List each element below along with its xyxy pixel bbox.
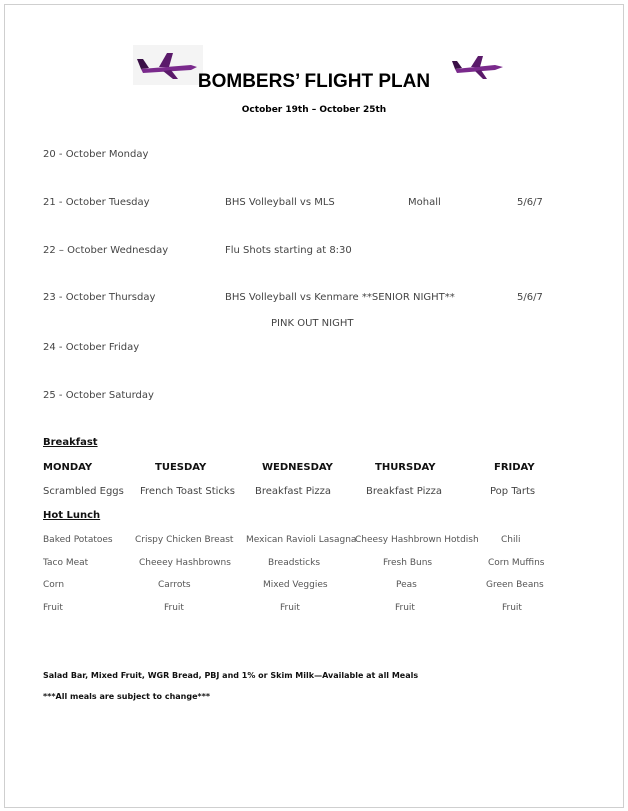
lunch-item: Cheesy Hashbrown Hotdish (355, 535, 479, 545)
lunch-item: Corn (43, 580, 65, 590)
schedule-day: 25 - October Saturday (43, 390, 154, 401)
lunch-item: Mexican Ravioli Lasagna (246, 535, 357, 545)
lunch-item: Fruit (164, 603, 184, 613)
lunch-item: Crispy Chicken Breast (135, 535, 234, 545)
date-range: October 19th – October 25th (241, 105, 387, 115)
lunch-item: Corn Muffins (488, 558, 545, 568)
lunch-item: Peas (396, 580, 417, 590)
lunch-item: Chili (501, 535, 521, 545)
lunch-item: Fruit (43, 603, 63, 613)
page-title: BOMBERS’ FLIGHT PLAN (197, 71, 431, 92)
lunch-item: Taco Meat (43, 558, 89, 568)
breakfast-item: French Toast Sticks (140, 486, 235, 497)
menu-day-header: FRIDAY (494, 462, 535, 473)
lunch-item: Fruit (280, 603, 300, 613)
schedule-day: 24 - October Friday (43, 342, 140, 353)
menu-day-header: MONDAY (43, 462, 93, 473)
schedule-day: 22 – October Wednesday (43, 245, 169, 256)
lunch-item: Green Beans (486, 580, 544, 590)
menu-day-header: TUESDAY (155, 462, 207, 473)
change-disclaimer: ***All meals are subject to change*** (43, 692, 211, 701)
menu-day-header: THURSDAY (375, 462, 436, 473)
schedule-event: BHS Volleyball vs MLS (225, 197, 335, 208)
lunch-item: Mixed Veggies (263, 580, 328, 590)
breakfast-item: Breakfast Pizza (366, 486, 442, 497)
schedule-day: 21 - October Tuesday (43, 197, 150, 208)
lunch-item: Baked Potatoes (43, 535, 113, 545)
schedule-event: BHS Volleyball vs Kenmare **SENIOR NIGHT** (225, 292, 455, 303)
breakfast-heading: Breakfast (43, 437, 98, 448)
hot-lunch-heading: Hot Lunch (43, 510, 101, 521)
schedule-day: 20 - October Monday (43, 149, 149, 160)
lunch-item: Breadsticks (268, 558, 321, 568)
schedule-day: 23 - October Thursday (43, 292, 156, 303)
breakfast-item: Pop Tarts (490, 486, 536, 497)
schedule-event: Flu Shots starting at 8:30 (225, 245, 352, 256)
schedule-grades: 5/6/7 (517, 197, 543, 208)
breakfast-item: Scrambled Eggs (43, 486, 124, 497)
schedule-grades: 5/6/7 (517, 292, 543, 303)
lunch-item: Cheeey Hashbrowns (139, 558, 231, 568)
lunch-item: Fresh Buns (383, 558, 433, 568)
menu-day-header: WEDNESDAY (262, 462, 333, 473)
breakfast-item: Breakfast Pizza (255, 486, 331, 497)
document-page (4, 4, 624, 808)
schedule-location: Mohall (408, 197, 441, 208)
lunch-item: Fruit (395, 603, 415, 613)
lunch-item: Fruit (502, 603, 522, 613)
schedule-note: PINK OUT NIGHT (271, 318, 354, 329)
lunch-item: Carrots (158, 580, 191, 590)
meal-availability-note: Salad Bar, Mixed Fruit, WGR Bread, PBJ and 1% or Skim Milk—Available at all Meals (43, 671, 419, 680)
